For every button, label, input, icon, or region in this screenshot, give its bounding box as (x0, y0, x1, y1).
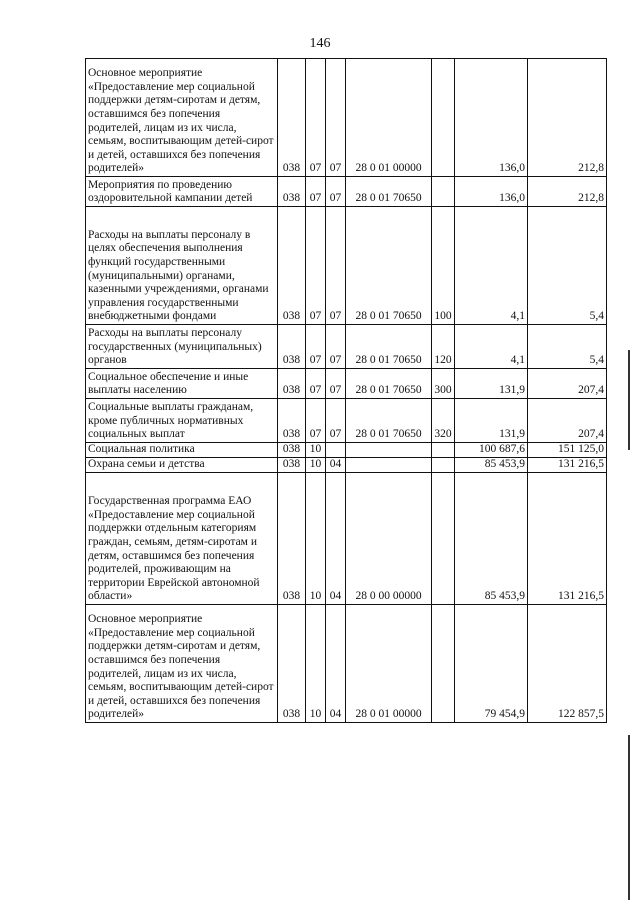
ministry-code: 038 (278, 458, 306, 473)
subsection-code: 07 (326, 177, 346, 207)
table-row (86, 207, 607, 325)
amount-1: 85 453,9 (455, 473, 528, 605)
target-code: 28 0 01 00000 (346, 59, 432, 177)
amount-1: 131,9 (455, 399, 528, 443)
amount-2: 122 857,5 (528, 605, 607, 723)
row-name: Расходы на выплаты персоналу в целях обеспечения выполнения функций государственными (муниципальными) органами, казенными учреждениями, органами управления государственными внебюджетными фондами (86, 207, 278, 325)
subsection-code: 04 (326, 605, 346, 723)
amount-2: 212,8 (528, 177, 607, 207)
budget-table (85, 58, 607, 723)
section-code: 07 (306, 369, 326, 399)
amount-1: 79 454,9 (455, 605, 528, 723)
table-row (86, 605, 607, 723)
amount-2: 212,8 (528, 59, 607, 177)
subsection-code: 07 (326, 59, 346, 177)
amount-1: 4,1 (455, 325, 528, 369)
row-name: Основное мероприятие «Предоставление мер социальной поддержки детям-сиротам и детям, оставшимся без попечения родителей, лицам из их числа, семьям, воспитывающим детей-сирот и детей, оставшихся без попечения родителей» (86, 605, 278, 723)
expense-type-code (432, 59, 455, 177)
ministry-code: 038 (278, 177, 306, 207)
row-name: Социальная политика (86, 443, 278, 458)
scan-edge-line (628, 350, 630, 450)
table-row (86, 473, 607, 605)
amount-2: 5,4 (528, 207, 607, 325)
target-code (346, 443, 432, 458)
subsection-code: 07 (326, 207, 346, 325)
section-code: 07 (306, 325, 326, 369)
subsection-code: 07 (326, 399, 346, 443)
subsection-code: 07 (326, 369, 346, 399)
ministry-code: 038 (278, 207, 306, 325)
ministry-code: 038 (278, 443, 306, 458)
section-code: 07 (306, 399, 326, 443)
table-row (86, 325, 607, 369)
subsection-code: 04 (326, 473, 346, 605)
target-code: 28 0 01 70650 (346, 325, 432, 369)
expense-type-code: 320 (432, 399, 455, 443)
expense-type-code (432, 605, 455, 723)
target-code: 28 0 01 70650 (346, 177, 432, 207)
expense-type-code: 120 (432, 325, 455, 369)
target-code: 28 0 01 70650 (346, 399, 432, 443)
scan-edge-line (628, 735, 630, 900)
table-row (86, 177, 607, 207)
row-name: Основное мероприятие «Предоставление мер социальной поддержки детям-сиротам и детям, оставшимся без попечения родителей, лицам из их числа, семьям, воспитывающим детей-сирот и детей, оставшихся без попечения родителей» (86, 59, 278, 177)
amount-1: 85 453,9 (455, 458, 528, 473)
row-name: Расходы на выплаты персоналу государственных (муниципальных) органов (86, 325, 278, 369)
subsection-code: 04 (326, 458, 346, 473)
table-row (86, 399, 607, 443)
target-code: 28 0 01 70650 (346, 369, 432, 399)
section-code: 10 (306, 458, 326, 473)
target-code: 28 0 00 00000 (346, 473, 432, 605)
row-name: Государственная программа ЕАО «Предоставление мер социальной поддержки отдельным категориям граждан, семьям, детям-сиротам и детям, оставшимся без попечения родителей, проживающим на территории Еврейской автономной области» (86, 473, 278, 605)
table-row (86, 443, 607, 458)
section-code: 07 (306, 177, 326, 207)
expense-type-code: 300 (432, 369, 455, 399)
ministry-code: 038 (278, 473, 306, 605)
expense-type-code (432, 458, 455, 473)
row-name: Социальные выплаты гражданам, кроме публичных нормативных социальных выплат (86, 399, 278, 443)
amount-1: 136,0 (455, 177, 528, 207)
table-row (86, 458, 607, 473)
amount-2: 151 125,0 (528, 443, 607, 458)
row-name: Мероприятия по проведению оздоровительной кампании детей (86, 177, 278, 207)
expense-type-code (432, 473, 455, 605)
amount-1: 131,9 (455, 369, 528, 399)
ministry-code: 038 (278, 399, 306, 443)
ministry-code: 038 (278, 59, 306, 177)
subsection-code: 07 (326, 325, 346, 369)
target-code (346, 458, 432, 473)
section-code: 10 (306, 443, 326, 458)
amount-1: 136,0 (455, 59, 528, 177)
section-code: 10 (306, 473, 326, 605)
section-code: 07 (306, 59, 326, 177)
table-row (86, 59, 607, 177)
amount-2: 207,4 (528, 399, 607, 443)
target-code: 28 0 01 00000 (346, 605, 432, 723)
section-code: 10 (306, 605, 326, 723)
table-row (86, 369, 607, 399)
amount-2: 131 216,5 (528, 473, 607, 605)
subsection-code (326, 443, 346, 458)
row-name: Охрана семьи и детства (86, 458, 278, 473)
ministry-code: 038 (278, 325, 306, 369)
ministry-code: 038 (278, 605, 306, 723)
page-number: 146 (309, 36, 331, 51)
expense-type-code: 100 (432, 207, 455, 325)
amount-1: 4,1 (455, 207, 528, 325)
amount-2: 207,4 (528, 369, 607, 399)
expense-type-code (432, 443, 455, 458)
expense-type-code (432, 177, 455, 207)
target-code: 28 0 01 70650 (346, 207, 432, 325)
ministry-code: 038 (278, 369, 306, 399)
amount-1: 100 687,6 (455, 443, 528, 458)
section-code: 07 (306, 207, 326, 325)
amount-2: 131 216,5 (528, 458, 607, 473)
row-name: Социальное обеспечение и иные выплаты населению (86, 369, 278, 399)
amount-2: 5,4 (528, 325, 607, 369)
